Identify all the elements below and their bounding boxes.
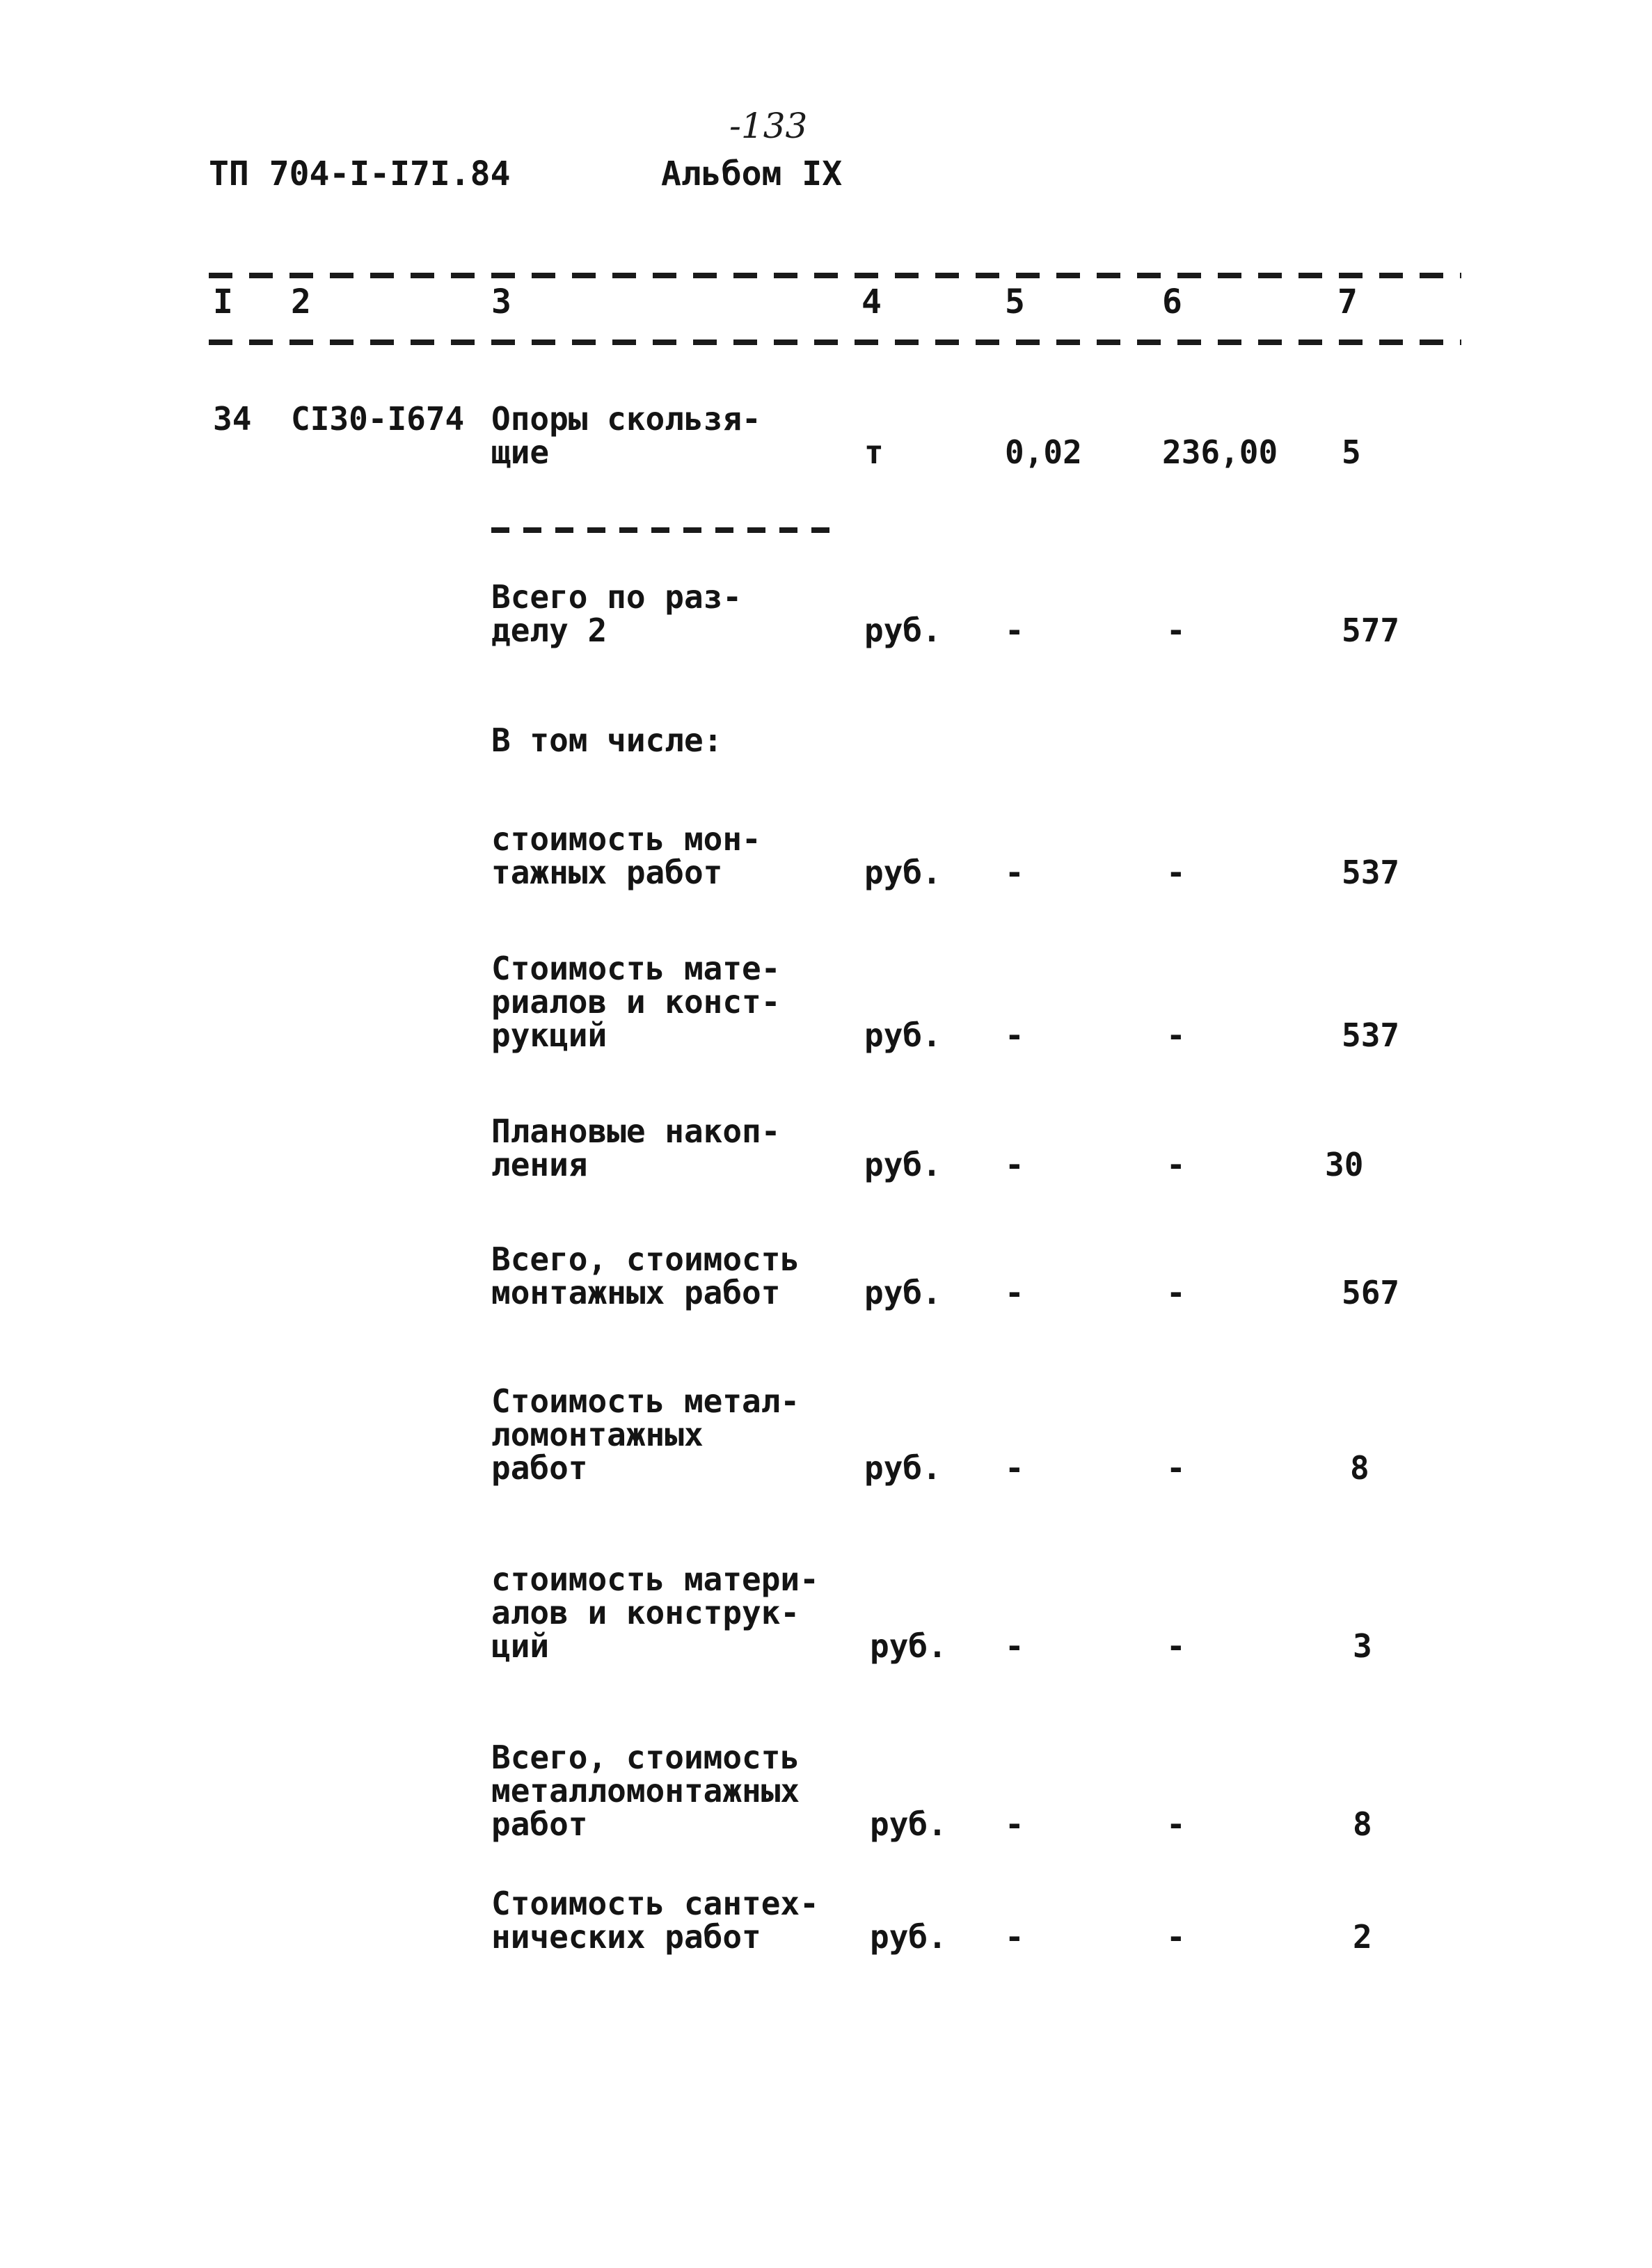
row-name: В том числе: bbox=[491, 721, 723, 759]
row-total: 577 bbox=[1342, 612, 1400, 649]
album-label: Альбом IX bbox=[661, 154, 843, 193]
row-name: Плановые накоп- ления bbox=[491, 1112, 781, 1183]
row-quantity: - bbox=[1005, 854, 1024, 891]
row-quantity: - bbox=[1005, 1016, 1024, 1054]
row-unit: руб. bbox=[870, 1627, 947, 1665]
row-price: - bbox=[1166, 1449, 1186, 1487]
row-price: - bbox=[1166, 1016, 1186, 1054]
column-header-7: 7 bbox=[1337, 282, 1358, 321]
row-unit: руб. bbox=[864, 1016, 942, 1054]
row-quantity: - bbox=[1005, 1918, 1024, 1956]
column-header-2: 2 bbox=[291, 282, 311, 321]
row-name: Стоимость сантех- нических работ bbox=[491, 1885, 819, 1956]
row-unit: руб. bbox=[864, 1146, 942, 1183]
row-unit: руб. bbox=[870, 1805, 947, 1843]
table-header-top-rule bbox=[209, 273, 1461, 278]
row-quantity: 0,02 bbox=[1005, 433, 1082, 471]
row-name: Опоры скользя- щие bbox=[491, 400, 761, 471]
row-total: 8 bbox=[1353, 1805, 1372, 1843]
row-number: 34 bbox=[213, 400, 252, 438]
row-total: 537 bbox=[1342, 854, 1400, 891]
row-unit: руб. bbox=[864, 854, 942, 891]
row-name: Стоимость метал- ломонтажных работ bbox=[491, 1382, 800, 1487]
row-total: 537 bbox=[1342, 1016, 1400, 1054]
row-total: 567 bbox=[1342, 1274, 1400, 1311]
document-code: ТП 704-I-I7I.84 bbox=[209, 154, 511, 193]
row-quantity: - bbox=[1005, 1627, 1024, 1665]
column-header-5: 5 bbox=[1005, 282, 1025, 321]
row-total: 5 bbox=[1342, 433, 1361, 471]
column-header-4: 4 bbox=[861, 282, 882, 321]
row-total: 3 bbox=[1353, 1627, 1372, 1665]
row-name: Всего, стоимость монтажных работ bbox=[491, 1240, 800, 1311]
table-header-bottom-rule bbox=[209, 340, 1461, 345]
row-price: - bbox=[1166, 1146, 1186, 1183]
row-quantity: - bbox=[1005, 1449, 1024, 1487]
row-unit: руб. bbox=[864, 1449, 942, 1487]
section-subtotal-rule bbox=[491, 527, 831, 533]
row-unit: руб. bbox=[870, 1918, 947, 1956]
row-name: Стоимость мате- риалов и конст- рукций bbox=[491, 950, 781, 1054]
row-quantity: - bbox=[1005, 1805, 1024, 1843]
row-unit: т bbox=[864, 433, 884, 471]
row-price: - bbox=[1166, 1805, 1186, 1843]
row-price: - bbox=[1166, 1274, 1186, 1311]
row-price: - bbox=[1166, 1627, 1186, 1665]
row-quantity: - bbox=[1005, 1146, 1024, 1183]
page-number: -133 bbox=[729, 106, 808, 146]
row-quantity: - bbox=[1005, 612, 1024, 649]
row-price: - bbox=[1166, 1918, 1186, 1956]
row-price: - bbox=[1166, 612, 1186, 649]
row-quantity: - bbox=[1005, 1274, 1024, 1311]
row-name: стоимость матери- алов и конструк- ций bbox=[491, 1560, 819, 1665]
row-price: - bbox=[1166, 854, 1186, 891]
row-price: 236,00 bbox=[1162, 433, 1278, 471]
row-total: 2 bbox=[1353, 1918, 1372, 1956]
column-header-6: 6 bbox=[1162, 282, 1182, 321]
row-total: 30 bbox=[1325, 1146, 1364, 1183]
row-total: 8 bbox=[1350, 1449, 1369, 1487]
row-unit: руб. bbox=[864, 612, 942, 649]
row-unit: руб. bbox=[864, 1274, 942, 1311]
column-header-1: I bbox=[213, 282, 233, 321]
row-name: Всего по раз- делу 2 bbox=[491, 578, 742, 649]
column-header-3: 3 bbox=[491, 282, 511, 321]
row-name: стоимость мон- тажных работ bbox=[491, 820, 761, 891]
row-code: CI30-I674 bbox=[291, 400, 465, 438]
row-name: Всего, стоимость металломонтажных работ bbox=[491, 1739, 800, 1843]
